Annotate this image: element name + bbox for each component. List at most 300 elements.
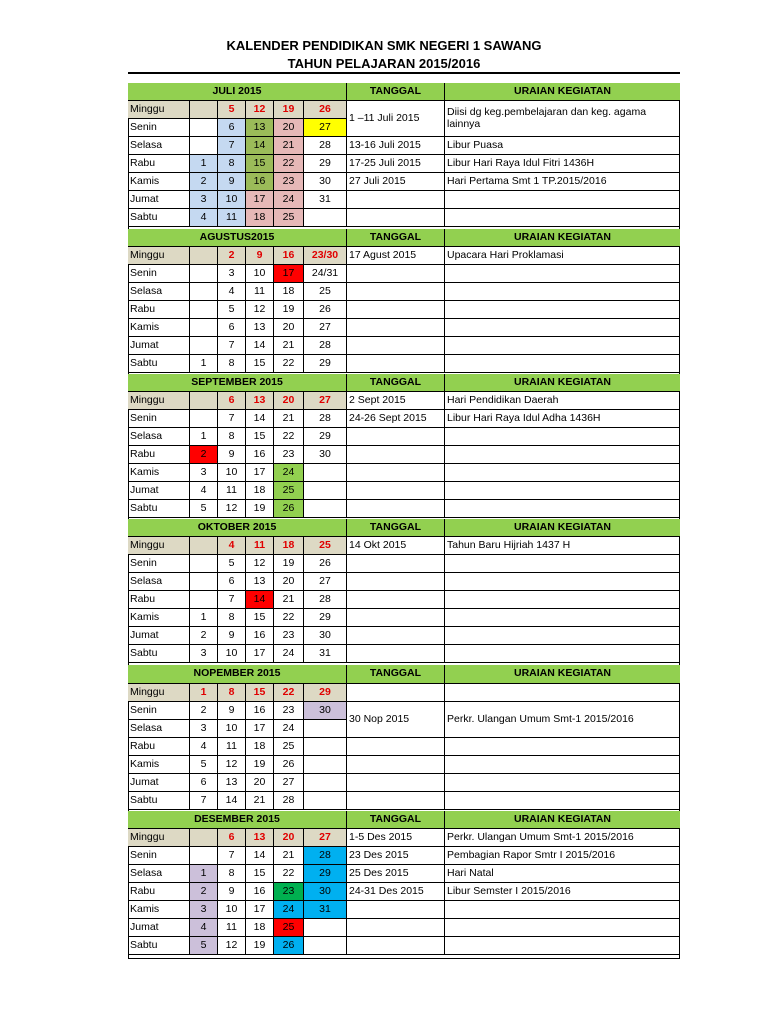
event-date [347,482,445,500]
event-description [445,901,680,919]
day-name: Rabu [128,738,190,756]
date-cell: 22 [274,609,304,627]
day-name: Kamis [128,319,190,337]
date-cell: 1 [190,684,218,702]
tanggal-header: TANGGAL [347,519,445,537]
date-cell: 28 [304,591,347,609]
date-cell: 11 [246,283,274,301]
date-cell: 1 [190,609,218,627]
month-header: SEPTEMBER 2015 [128,374,347,392]
date-cell: 30 [304,883,347,901]
date-cell: 23/30 [304,247,347,265]
date-cell: 7 [190,792,218,810]
date-cell: 5 [218,555,246,573]
date-cell: 15 [246,865,274,883]
date-cell: 28 [304,847,347,865]
event-date: 24-31 Des 2015 [347,883,445,901]
date-cell [190,283,218,301]
date-cell: 2 [190,883,218,901]
event-description [445,627,680,645]
day-name: Selasa [128,720,190,738]
date-cell: 19 [246,756,274,774]
date-cell: 26 [304,101,347,119]
date-cell: 16 [246,883,274,901]
day-name: Selasa [128,865,190,883]
day-name: Senin [128,410,190,428]
uraian-header: URAIAN KEGIATAN [445,83,680,101]
day-name: Minggu [128,101,190,119]
date-cell: 5 [218,101,246,119]
event-description: Hari Pertama Smt 1 TP.2015/2016 [445,173,680,191]
date-cell: 24/31 [304,265,347,283]
date-cell: 4 [190,738,218,756]
date-cell: 25 [274,738,304,756]
day-name: Sabtu [128,500,190,518]
date-cell: 5 [218,301,246,319]
day-name: Senin [128,702,190,720]
date-cell: 13 [246,392,274,410]
date-cell: 3 [190,720,218,738]
date-cell: 8 [218,865,246,883]
date-cell [304,756,347,774]
date-cell: 6 [218,573,246,591]
date-cell: 18 [274,283,304,301]
date-cell: 20 [274,829,304,847]
date-cell [304,792,347,810]
tanggal-header: TANGGAL [347,665,445,684]
event-date: 30 Nop 2015 [347,702,445,738]
date-cell [190,247,218,265]
event-description [445,738,680,756]
date-cell: 3 [190,901,218,919]
date-cell: 24 [274,191,304,209]
date-cell: 11 [218,738,246,756]
date-cell: 5 [190,500,218,518]
date-cell: 21 [274,410,304,428]
event-description [445,355,680,373]
event-date [347,319,445,337]
date-cell: 26 [304,555,347,573]
date-cell [190,119,218,137]
date-cell: 17 [274,265,304,283]
date-cell [304,464,347,482]
date-cell: 9 [246,247,274,265]
date-cell: 27 [304,573,347,591]
day-name: Kamis [128,464,190,482]
date-cell [190,337,218,355]
date-cell: 4 [190,482,218,500]
event-date [347,684,445,702]
tanggal-header: TANGGAL [347,811,445,829]
event-date [347,301,445,319]
date-cell: 28 [304,337,347,355]
date-cell: 20 [274,119,304,137]
date-cell: 10 [218,191,246,209]
page-subtitle: TAHUN PELAJARAN 2015/2016 [287,56,481,71]
event-date [347,573,445,591]
date-cell: 15 [246,428,274,446]
event-description [445,500,680,518]
event-description [445,573,680,591]
event-date: 2 Sept 2015 [347,392,445,410]
day-name: Rabu [128,301,190,319]
date-cell: 30 [304,446,347,464]
event-date [347,937,445,955]
date-cell [304,209,347,227]
event-description: Hari Natal [445,865,680,883]
date-cell: 21 [274,591,304,609]
date-cell: 26 [274,500,304,518]
date-cell: 26 [304,301,347,319]
date-cell: 10 [218,720,246,738]
date-cell: 13 [218,774,246,792]
date-cell: 4 [218,283,246,301]
date-cell: 12 [246,101,274,119]
date-cell: 2 [190,446,218,464]
event-description: Tahun Baru Hijriah 1437 H [445,537,680,555]
date-cell: 14 [246,410,274,428]
date-cell: 27 [304,829,347,847]
event-date [347,428,445,446]
date-cell: 22 [274,155,304,173]
event-description [445,319,680,337]
date-cell: 30 [304,627,347,645]
event-date [347,191,445,209]
day-name: Minggu [128,684,190,702]
day-name: Selasa [128,137,190,155]
event-date [347,756,445,774]
event-date [347,609,445,627]
date-cell: 29 [304,865,347,883]
date-cell: 21 [274,137,304,155]
date-cell [190,301,218,319]
date-cell: 12 [218,756,246,774]
event-description [445,337,680,355]
event-description: Pembagian Rapor Smtr I 2015/2016 [445,847,680,865]
date-cell: 9 [218,883,246,901]
date-cell: 24 [274,720,304,738]
date-cell [190,537,218,555]
event-date: 13-16 Juli 2015 [347,137,445,155]
date-cell: 21 [274,847,304,865]
date-cell [190,555,218,573]
date-cell: 18 [274,537,304,555]
day-name: Jumat [128,191,190,209]
event-date: 27 Juli 2015 [347,173,445,191]
date-cell: 8 [218,428,246,446]
date-cell: 16 [274,247,304,265]
date-cell: 4 [190,209,218,227]
date-cell: 8 [218,684,246,702]
uraian-header: URAIAN KEGIATAN [445,374,680,392]
date-cell: 22 [274,428,304,446]
date-cell: 2 [190,702,218,720]
date-cell: 31 [304,645,347,663]
day-name: Rabu [128,591,190,609]
event-date: 25 Des 2015 [347,865,445,883]
event-description [445,774,680,792]
date-cell: 9 [218,702,246,720]
date-cell: 6 [218,319,246,337]
event-description: Perkr. Ulangan Umum Smt-1 2015/2016 [445,702,680,738]
day-name: Minggu [128,829,190,847]
day-name: Jumat [128,337,190,355]
date-cell: 11 [218,919,246,937]
date-cell: 17 [246,645,274,663]
date-cell [304,500,347,518]
date-cell: 30 [304,173,347,191]
day-name: Selasa [128,573,190,591]
day-name: Selasa [128,428,190,446]
date-cell: 29 [304,684,347,702]
date-cell: 20 [274,319,304,337]
date-cell: 6 [218,119,246,137]
month-header: DESEMBER 2015 [128,811,347,829]
page-title: KALENDER PENDIDIKAN SMK NEGERI 1 SAWANG [226,38,542,53]
event-description [445,756,680,774]
event-description [445,609,680,627]
date-cell: 10 [246,265,274,283]
date-cell: 27 [274,774,304,792]
day-name: Selasa [128,283,190,301]
event-description [445,937,680,955]
date-cell [190,319,218,337]
date-cell: 15 [246,609,274,627]
date-cell: 14 [246,137,274,155]
month-header: AGUSTUS2015 [128,229,347,247]
date-cell: 20 [274,573,304,591]
date-cell: 1 [190,355,218,373]
date-cell: 24 [274,645,304,663]
event-description: Perkr. Ulangan Umum Smt-1 2015/2016 [445,829,680,847]
day-name: Kamis [128,756,190,774]
date-cell: 4 [218,537,246,555]
date-cell: 9 [218,173,246,191]
month-header: NOPEMBER 2015 [128,665,347,684]
event-description: Upacara Hari Proklamasi [445,247,680,265]
day-name: Jumat [128,627,190,645]
date-cell: 20 [274,392,304,410]
day-name: Rabu [128,883,190,901]
date-cell: 26 [274,756,304,774]
event-description [445,209,680,227]
date-cell: 25 [274,919,304,937]
day-name: Kamis [128,901,190,919]
date-cell: 21 [274,337,304,355]
event-date [347,627,445,645]
date-cell: 29 [304,428,347,446]
event-date [347,500,445,518]
day-name: Minggu [128,392,190,410]
date-cell: 13 [246,119,274,137]
date-cell: 31 [304,191,347,209]
date-cell: 27 [304,119,347,137]
day-name: Jumat [128,919,190,937]
date-cell: 3 [190,191,218,209]
date-cell [190,101,218,119]
date-cell: 2 [190,173,218,191]
date-cell: 18 [246,482,274,500]
event-description [445,919,680,937]
date-cell: 6 [218,829,246,847]
date-cell: 5 [190,756,218,774]
event-description: Libur Hari Raya Idul Fitri 1436H [445,155,680,173]
day-name: Senin [128,555,190,573]
date-cell: 25 [304,537,347,555]
date-cell: 2 [190,627,218,645]
event-date [347,464,445,482]
date-cell [190,392,218,410]
event-description [445,446,680,464]
date-cell: 12 [218,500,246,518]
date-cell: 25 [274,482,304,500]
date-cell: 8 [218,355,246,373]
event-date: 14 Okt 2015 [347,537,445,555]
date-cell: 14 [246,591,274,609]
event-description: Libur Hari Raya Idul Adha 1436H [445,410,680,428]
date-cell: 25 [274,209,304,227]
event-date: 24-26 Sept 2015 [347,410,445,428]
uraian-header: URAIAN KEGIATAN [445,229,680,247]
date-cell: 23 [274,883,304,901]
date-cell: 23 [274,173,304,191]
date-cell [190,847,218,865]
date-cell: 6 [190,774,218,792]
date-cell: 20 [246,774,274,792]
date-cell: 11 [218,482,246,500]
event-description [445,191,680,209]
date-cell: 12 [246,555,274,573]
event-date [347,355,445,373]
date-cell: 29 [304,155,347,173]
event-description [445,792,680,810]
date-cell [304,482,347,500]
date-cell: 7 [218,410,246,428]
date-cell: 15 [246,155,274,173]
date-cell: 30 [304,702,347,720]
date-cell: 23 [274,702,304,720]
date-cell: 13 [246,319,274,337]
date-cell: 27 [304,392,347,410]
event-description [445,301,680,319]
date-cell: 28 [304,410,347,428]
date-cell: 8 [218,155,246,173]
date-cell: 28 [304,137,347,155]
date-cell [190,137,218,155]
date-cell [190,829,218,847]
date-cell: 22 [274,865,304,883]
day-name: Rabu [128,446,190,464]
tanggal-header: TANGGAL [347,229,445,247]
date-cell: 18 [246,209,274,227]
tanggal-header: TANGGAL [347,83,445,101]
date-cell: 19 [246,500,274,518]
date-cell [304,919,347,937]
day-name: Jumat [128,482,190,500]
day-name: Sabtu [128,209,190,227]
date-cell: 27 [304,319,347,337]
date-cell: 12 [218,937,246,955]
date-cell: 3 [190,464,218,482]
day-name: Sabtu [128,792,190,810]
date-cell: 18 [246,919,274,937]
event-date [347,919,445,937]
event-description: Hari Pendidikan Daerah [445,392,680,410]
date-cell: 3 [218,265,246,283]
date-cell: 17 [246,901,274,919]
event-description [445,482,680,500]
event-description [445,265,680,283]
event-date [347,901,445,919]
event-date [347,792,445,810]
date-cell: 24 [274,901,304,919]
date-cell [304,937,347,955]
day-name: Senin [128,265,190,283]
date-cell: 9 [218,446,246,464]
tanggal-header: TANGGAL [347,374,445,392]
date-cell: 6 [218,392,246,410]
uraian-header: URAIAN KEGIATAN [445,811,680,829]
date-cell [190,573,218,591]
date-cell: 17 [246,191,274,209]
event-date [347,209,445,227]
date-cell: 15 [246,355,274,373]
date-cell: 4 [190,919,218,937]
date-cell: 15 [246,684,274,702]
date-cell: 10 [218,901,246,919]
event-date: 1 –11 Juli 2015 [347,101,445,137]
event-date: 23 Des 2015 [347,847,445,865]
date-cell: 8 [218,609,246,627]
date-cell: 18 [246,738,274,756]
date-cell: 29 [304,355,347,373]
event-date: 17 Agust 2015 [347,247,445,265]
day-name: Sabtu [128,937,190,955]
day-name: Senin [128,119,190,137]
event-date: 1-5 Des 2015 [347,829,445,847]
date-cell: 29 [304,609,347,627]
event-description [445,428,680,446]
date-cell: 23 [274,446,304,464]
uraian-header: URAIAN KEGIATAN [445,519,680,537]
event-description: Diisi dg keg.pembelajaran dan keg. agama lainnya [445,101,680,137]
date-cell: 14 [246,847,274,865]
day-name: Kamis [128,609,190,627]
uraian-header: URAIAN KEGIATAN [445,665,680,684]
day-name: Rabu [128,155,190,173]
event-date [347,738,445,756]
date-cell: 12 [246,301,274,319]
event-description [445,555,680,573]
date-cell: 13 [246,573,274,591]
event-description: Libur Puasa [445,137,680,155]
date-cell: 14 [218,792,246,810]
event-description: Libur Semster I 2015/2016 [445,883,680,901]
date-cell: 23 [274,627,304,645]
date-cell: 24 [274,464,304,482]
date-cell: 1 [190,155,218,173]
date-cell: 10 [218,645,246,663]
date-cell [304,738,347,756]
date-cell: 13 [246,829,274,847]
event-description [445,645,680,663]
date-cell: 7 [218,591,246,609]
event-description [445,283,680,301]
date-cell [190,410,218,428]
date-cell: 7 [218,137,246,155]
date-cell: 16 [246,702,274,720]
date-cell: 22 [274,355,304,373]
